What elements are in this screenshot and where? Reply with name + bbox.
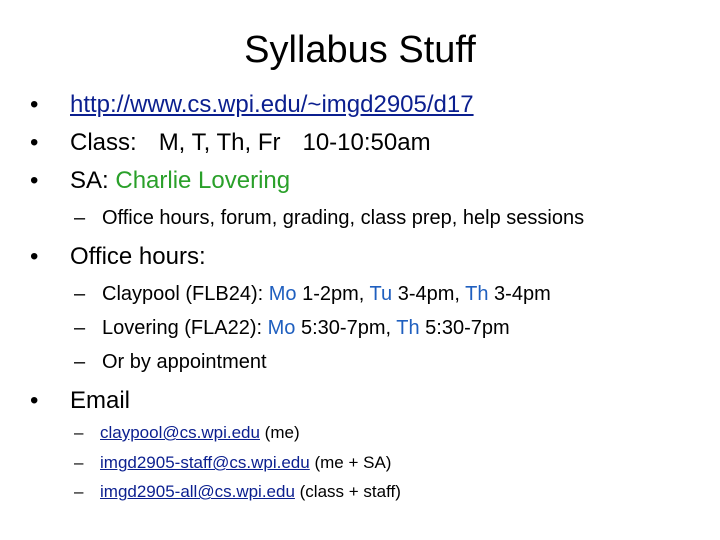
email-item: [74, 452, 391, 474]
oh-time: 5:30-7pm,: [295, 317, 397, 339]
bullet-marker: •: [30, 243, 39, 270]
dash-marker: –: [74, 351, 86, 373]
email-link[interactable]: imgd2905-all@cs.wpi.edu: [100, 482, 295, 501]
oh-time: 3-4pm,: [392, 283, 466, 305]
slide-title: Syllabus Stuff: [244, 29, 476, 71]
sa-duties: [74, 205, 584, 231]
oh-day: Th: [396, 317, 420, 339]
dash-marker: –: [74, 482, 84, 501]
email-item: [74, 422, 300, 444]
oh-appointment-text: Or by appointment: [102, 351, 267, 373]
class-label: Class:: [70, 129, 137, 156]
email-note: (class + staff): [294, 482, 401, 501]
oh-day: Mo: [267, 317, 296, 339]
bullet-marker: •: [30, 167, 39, 194]
class-days: M, T, Th, Fr: [158, 129, 281, 156]
bullet-marker: •: [30, 91, 39, 118]
email-link[interactable]: imgd2905-staff@cs.wpi.edu: [100, 453, 310, 472]
email-note: (me + SA): [309, 453, 392, 472]
bullet-marker: •: [30, 387, 39, 414]
sa-label: SA:: [70, 167, 116, 194]
dash-marker: –: [74, 453, 84, 472]
oh-time: 1-2pm,: [296, 283, 370, 305]
bullet-url: [30, 90, 474, 120]
bullet-marker: •: [30, 129, 39, 156]
oh-who: Claypool (FLB24):: [102, 283, 269, 305]
course-url-link[interactable]: http://www.cs.wpi.edu/~imgd2905/d17: [70, 91, 474, 118]
class-time: 10-10:50am: [302, 129, 431, 156]
oh-time: 3-4pm: [488, 283, 551, 305]
oh-day: Th: [465, 283, 489, 305]
email-item: [74, 481, 401, 503]
email-link[interactable]: claypool@cs.wpi.edu: [100, 423, 260, 442]
oh-who: Lovering (FLA22):: [102, 317, 268, 339]
oh-day: Mo: [268, 283, 297, 305]
sa-duties-text: Office hours, forum, grading, class prep, help sessions: [102, 207, 585, 229]
office-hours-claypool: [74, 281, 551, 307]
email-label: Email: [70, 387, 131, 414]
sa-name: Charlie Lovering: [115, 167, 291, 194]
office-hours-label: Office hours:: [70, 243, 206, 270]
bullet-office-hours: [30, 242, 206, 272]
email-note: (me): [259, 423, 300, 442]
dash-marker: –: [74, 283, 86, 305]
dash-marker: –: [74, 207, 86, 229]
dash-marker: –: [74, 423, 84, 442]
dash-marker: –: [74, 317, 86, 339]
bullet-sa: [30, 166, 290, 196]
bullet-class: [30, 128, 431, 158]
bullet-email: [30, 386, 130, 416]
oh-day: Tu: [369, 283, 393, 305]
office-hours-appointment: [74, 349, 267, 375]
oh-time: 5:30-7pm: [419, 317, 510, 339]
office-hours-lovering: [74, 315, 510, 341]
